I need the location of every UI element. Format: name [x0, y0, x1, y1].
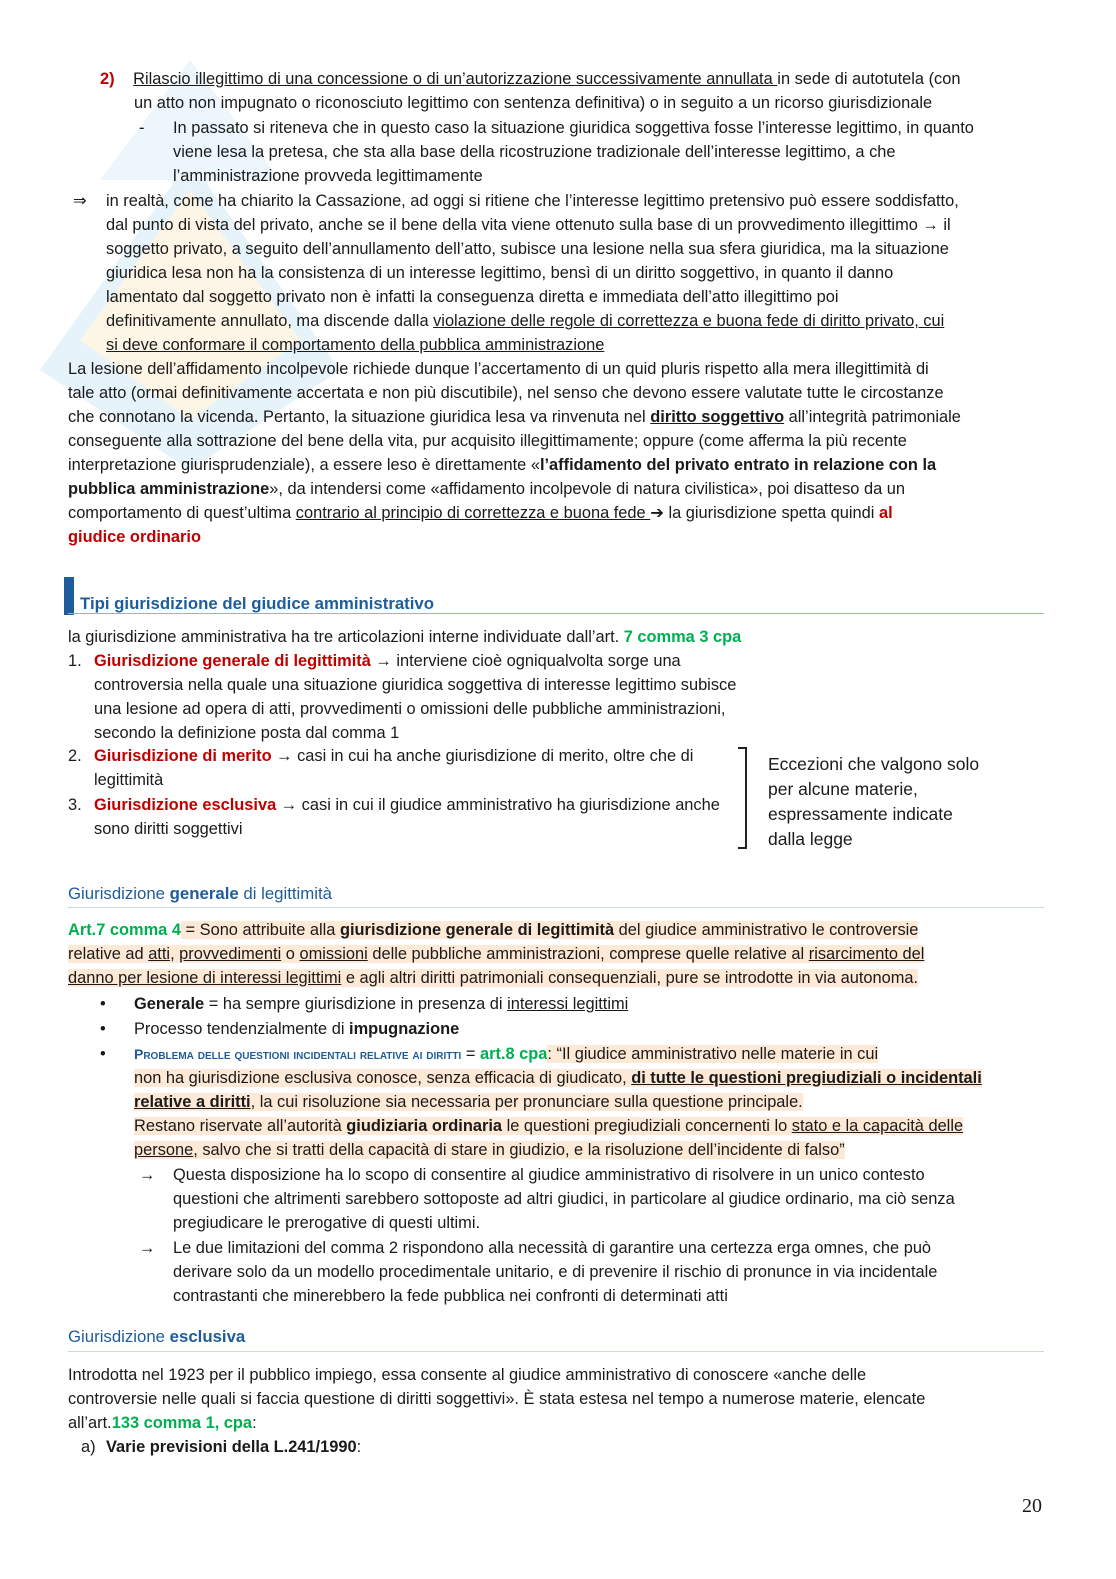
p2-line-6: definitivamente annullato, ma discende dalla violazione delle regole di correttezza e buona fede di diritto privato, cui [106, 312, 945, 330]
side-note-line-2: per alcune materie, [768, 779, 918, 799]
excl-item-a: a) Varie previsioni della L.241/1990: [81, 1438, 362, 1456]
p3-line-8: giudice ordinario [68, 528, 201, 546]
page-number: 20 [1022, 1495, 1042, 1517]
list-item-2: 2. Giurisdizione di merito → casi in cui ha anche giurisdizione di merito, oltre che di [68, 747, 694, 765]
art7-line-2: relative ad atti, provvedimenti o omissioni delle pubbliche amministrazioni, comprese quelle relative al risarcimento del [68, 945, 925, 963]
subheading-generale: Giurisdizione generale di legittimità [68, 884, 332, 903]
subheading-esclusiva: Giurisdizione esclusiva [68, 1327, 246, 1346]
bullet-problema-line-2: non ha giurisdizione esclusiva conosce, senza efficacia di giudicato, di tutte le questioni pregiudiziali o incidentali [134, 1069, 982, 1087]
list-clip [68, 744, 754, 844]
art7-line-3: danno per lesione di interessi legittimi e agli altri diritti patrimoniali consequenziali, pure se introdotte in via autonoma. [68, 969, 919, 987]
bullet-generale: Generale = ha sempre giurisdizione in presenza di interessi legittimi [134, 995, 629, 1013]
list-item-3-cont: sono diritti soggettivi [94, 820, 243, 838]
bullet-problema-line-5: persone, salvo che si tratti della capacità di stare in giudizio, e la risoluzione dell’incidente di falso” [134, 1141, 845, 1159]
bullet-dot-icon: • [100, 995, 106, 1013]
arrow-right-icon: → [139, 1166, 156, 1184]
heading-bar [64, 577, 74, 615]
sub-bullet-line-1: In passato si riteneva che in questo caso la situazione giuridica soggettiva fosse l’interesse legittimo, in quanto [173, 119, 974, 137]
p3-line-3: che connotano la vicenda. Pertanto, la situazione giuridica lesa va rinvenuta nel diritto soggettivo all’integrità patrimoniale [68, 408, 961, 426]
sub-arrow-1-line-1: Questa disposizione ha lo scopo di consentire al giudice amministrativo di risolvere in un unico contesto [173, 1166, 925, 1184]
sub-bullet-line-3: l’amministrazione provveda legittimamente [173, 167, 483, 185]
p3-line-6: pubblica amministrazione», da intendersi come «affidamento incolpevole di natura civilistica», poi disatteso da un [68, 480, 905, 498]
p2-line-5: lamentato dal soggetto privato non è infatti la conseguenza diretta e immediata dell’atto illegittimo poi [106, 288, 839, 306]
p3-line-7: comportamento di quest’ultima contrario al principio di correttezza e buona fede ➔ la giurisdizione spetta quindi al [68, 504, 893, 522]
sub-arrow-1-line-2: questioni che altrimenti sarebbero sottoposte ad altri giudici, in particolare al giudice ordinario, ma ciò senza [173, 1190, 955, 1208]
p2-line-7: si deve conformare il comportamento della pubblica amministrazione [106, 336, 605, 354]
p3-line-2: tale atto (ormai definitivamente accertata e non più discutibile), nel senso che devono essere valutate tutte le circostanze [68, 384, 944, 402]
list-item-1-cont-2: una lesione ad opera di atti, provvedimenti o omissioni delle pubbliche amministrazioni, [94, 700, 726, 718]
sub-arrow-1-line-3: pregiudicare le prerogative di questi ultimi. [173, 1214, 481, 1232]
p2-line-2: dal punto di vista del privato, anche se il bene della vita viene ottenuto sulla base di un provvedimento illegittimo → il [106, 216, 951, 234]
p3-line-5: interpretazione giurisprudenziale), a essere leso è direttamente «l’affidamento del privato entrato in relazione con la [68, 456, 937, 474]
list-item-1-cont-1: controversia nella quale una situazione giuridica soggettiva di interesse legittimo subisce [94, 676, 737, 694]
bold-arrow-icon: ➔ [650, 504, 664, 522]
heading-rule [68, 613, 1044, 614]
bullet-problema-line-4: Restano riservate all’autorità giudiziaria ordinaria le questioni pregiudiziali concernenti lo stato e la capacità delle [134, 1117, 964, 1135]
item-2-line-1: 2) Rilascio illegittimo di una concessione o di un’autorizzazione successivamente annullata in sede di autotutela (con [100, 70, 961, 88]
sub-arrow-2-line-2: derivare solo da un modello procedimentale unitario, e di prevenire il rischio di pronunce in via incidentale [173, 1263, 938, 1281]
side-note-line-3: espressamente indicate [768, 804, 953, 824]
p2-line-4: giuridica lesa non ha la consistenza di un interesse legittimo, bensì di un diritto soggettivo, in quanto il danno [106, 264, 894, 282]
bullet-dot-icon: • [100, 1020, 106, 1038]
bullet-dot-icon: • [100, 1045, 106, 1063]
list-item-3: 3. Giurisdizione esclusiva → casi in cui il giudice amministrativo ha giurisdizione anche [68, 796, 720, 814]
subheading-rule [68, 1351, 1044, 1352]
sub-arrow-2-line-3: contrastanti che minerebbero la fede pubblica nei confronti di determinati atti [173, 1287, 728, 1305]
subheading-rule [68, 907, 1044, 908]
dash-bullet: - [139, 119, 145, 137]
excl-line-2: controversie nelle quali si faccia questione di diritti soggettivi». È stata estesa nel tempo a numerose materie, elencate [68, 1390, 926, 1408]
art7-line-1: Art.7 comma 4 = Sono attribuite alla giurisdizione generale di legittimità del giudice amministrativo le controversie [68, 921, 919, 939]
side-note-line-4: dalla legge [768, 829, 853, 849]
p3-line-1: La lesione dell’affidamento incolpevole richiede dunque l’accertamento di un quid pluris rispetto alla mera illegittimità di [68, 360, 929, 378]
excl-line-1: Introdotta nel 1923 per il pubblico impiego, essa consente al giudice amministrativo di conoscere «anche delle [68, 1366, 867, 1384]
list-item-1: 1. Giurisdizione generale di legittimità → interviene cioè ogniqualvolta sorge una [68, 652, 681, 670]
list-item-1-cont-3: secondo la definizione posta dal comma 1 [94, 724, 400, 742]
bullet-problema: Problema delle questioni incidentali relative ai diritti = art.8 cpa: “Il giudice amministrativo nelle materie in cui [134, 1045, 879, 1063]
section-heading-tipi: Tipi giurisdizione del giudice amministrativo [80, 594, 435, 613]
p2-line-3: soggetto privato, a seguito dell’annullamento dell’atto, subisce una lesione nella sua sfera giuridica, ma la situazione [106, 240, 949, 258]
intro-line: la giurisdizione amministrativa ha tre articolazioni interne individuate dall’art. 7 comma 3 cpa [68, 628, 742, 646]
p3-line-4: conseguente alla sottrazione del bene della vita, pur acquisito illegittimamente; oppure (come afferma la più recente [68, 432, 907, 450]
sub-bullet-line-2: viene lesa la pretesa, che sta alla base della ricostruzione tradizionale dell’interesse legittimo, a che [173, 143, 896, 161]
double-arrow-icon: ⇒ [73, 192, 87, 210]
bracket-icon [736, 746, 750, 850]
item-2-line-2: un atto non impugnato o riconosciuto legittimo con sentenza definitiva) o in seguito a un ricorso giurisdizionale [134, 94, 933, 112]
bullet-processo: Processo tendenzialmente di impugnazione [134, 1020, 460, 1038]
bullet-problema-line-3: relative a diritti, la cui risoluzione sia necessaria per pronunciare sulla questione principale. [134, 1093, 803, 1111]
list-item-2-cont: legittimità [94, 771, 164, 789]
side-note-line-1: Eccezioni che valgono solo [768, 754, 980, 774]
excl-line-3: all’art.133 comma 1, cpa: [68, 1414, 257, 1432]
p2-line-1: in realtà, come ha chiarito la Cassazione, ad oggi si ritiene che l’interesse legittimo pretensivo può essere soddisfatto, [106, 192, 959, 210]
sub-arrow-2-line-1: Le due limitazioni del comma 2 rispondono alla necessità di garantire una certezza erga omnes, che può [173, 1239, 932, 1257]
arrow-right-icon: → [139, 1239, 156, 1257]
